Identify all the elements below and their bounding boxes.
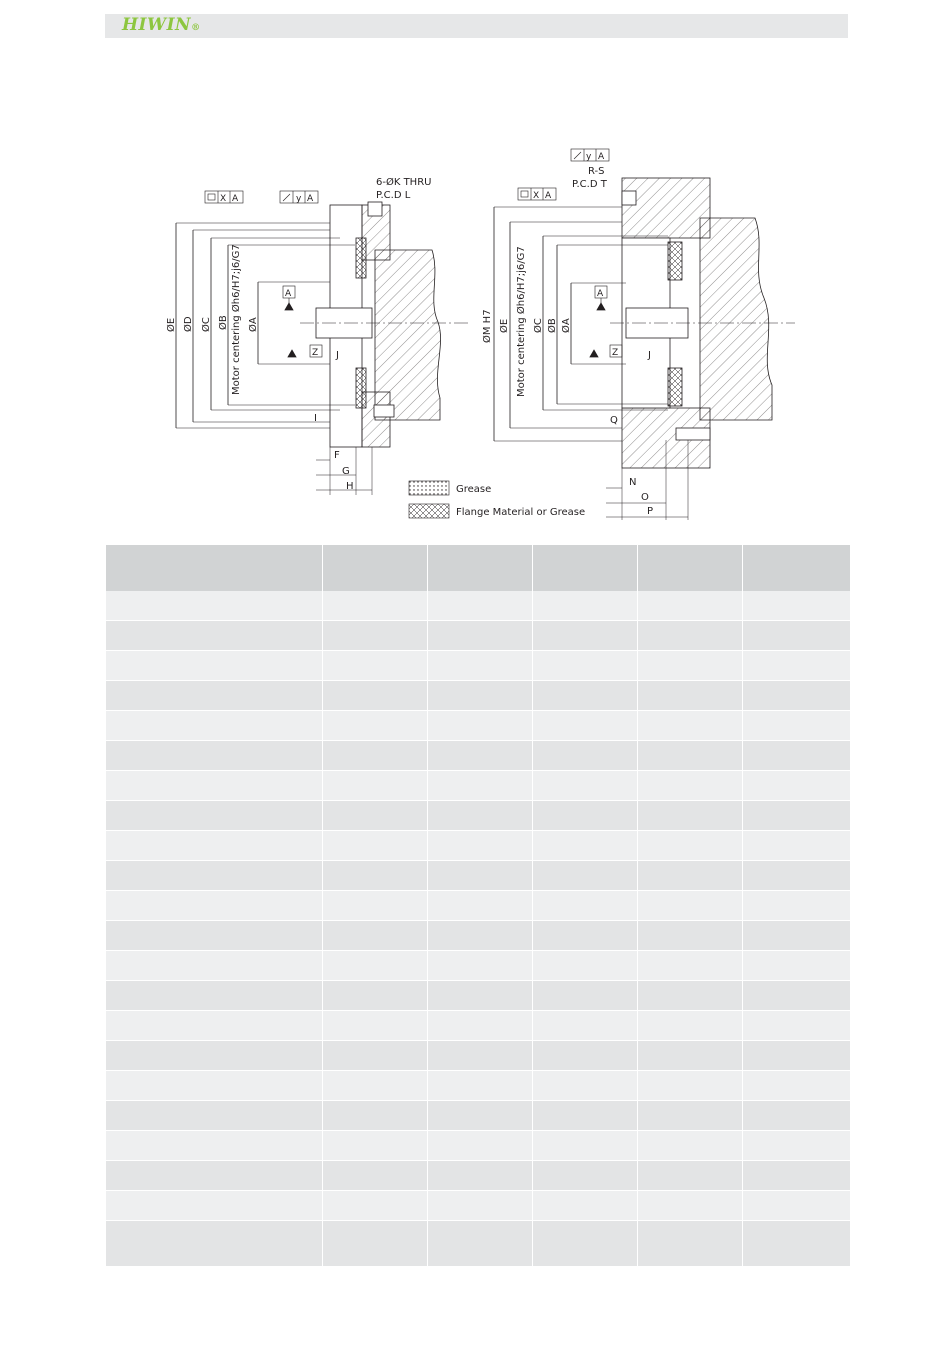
table-cell (743, 651, 850, 681)
hiwin-logo: HIWIN® (122, 15, 201, 35)
right-dim-o: O (641, 492, 649, 503)
table-cell (323, 771, 428, 801)
left-dia-e: ØE (166, 317, 177, 332)
table-cell (638, 651, 743, 681)
table-cell (323, 1011, 428, 1041)
table-cell (106, 1161, 323, 1191)
table-cell (323, 1191, 428, 1221)
right-drawing (494, 149, 795, 520)
table-cell (743, 1071, 850, 1101)
left-motor-label: Motor centering Øh6/H7;j6/G7 (231, 244, 242, 395)
left-pcd-note: P.C.D L (376, 190, 411, 201)
table-cell (533, 891, 638, 921)
legend-grease-label: Grease (456, 484, 492, 495)
table-cell (743, 591, 850, 621)
table-cell (743, 1161, 850, 1191)
table-cell (106, 861, 323, 891)
table-row (106, 1011, 850, 1041)
table-cell (428, 1221, 533, 1267)
table-cell (533, 1041, 638, 1071)
table-cell (428, 1011, 533, 1041)
table-row (106, 771, 850, 801)
table-cell (106, 801, 323, 831)
left-dim-g: G (342, 466, 350, 477)
table-cell (428, 981, 533, 1011)
left-dim-h: H (346, 481, 354, 492)
table-cell (533, 981, 638, 1011)
right-dim-p: P (647, 506, 654, 517)
table-cell (638, 1161, 743, 1191)
table-cell (323, 651, 428, 681)
left-dim-f: F (334, 450, 340, 461)
table-cell (743, 741, 850, 771)
table-cell (106, 1071, 323, 1101)
table-cell (428, 951, 533, 981)
table-cell (533, 771, 638, 801)
table-cell (428, 891, 533, 921)
table-row (106, 1131, 850, 1161)
table-cell (323, 1221, 428, 1267)
left-grease-pad-top (356, 238, 366, 278)
table-cell (323, 681, 428, 711)
table-row (106, 621, 850, 651)
table-cell (106, 711, 323, 741)
right-tol-flat-a: A (545, 191, 552, 201)
table-row (106, 981, 850, 1011)
table-cell (323, 1161, 428, 1191)
legend-grease-swatch (409, 481, 449, 495)
table-cell (638, 891, 743, 921)
table-cell (428, 711, 533, 741)
table-row (106, 1041, 850, 1071)
left-dim-j: J (336, 350, 339, 361)
left-dia-d: ØD (183, 316, 194, 332)
table-cell (743, 711, 850, 741)
table-row (106, 741, 850, 771)
left-dim-i: I (314, 413, 317, 424)
table-cell (428, 1071, 533, 1101)
table-cell (638, 1221, 743, 1267)
table-row (106, 1101, 850, 1131)
legend-flange-swatch (409, 504, 449, 518)
table-cell (533, 1131, 638, 1161)
table-cell (533, 921, 638, 951)
table-cell (638, 801, 743, 831)
table-row (106, 591, 850, 621)
table-row (106, 711, 850, 741)
table-cell (428, 1131, 533, 1161)
table-cell (428, 651, 533, 681)
left-dia-a: ØA (248, 317, 259, 332)
table-cell (106, 1101, 323, 1131)
table-row (106, 921, 850, 951)
table-cell (533, 1191, 638, 1221)
table-cell (533, 861, 638, 891)
right-tol-runout-y: y (586, 152, 592, 162)
table-cell (323, 831, 428, 861)
table-header-cell (106, 545, 323, 591)
table-cell (323, 621, 428, 651)
right-dia-e: ØE (499, 318, 510, 333)
left-dia-b: ØB (218, 315, 229, 330)
table-cell (428, 681, 533, 711)
table-cell (323, 801, 428, 831)
right-tol-runout-a: A (598, 152, 605, 162)
table-cell (323, 741, 428, 771)
table-cell (533, 1221, 638, 1267)
table-cell (638, 1011, 743, 1041)
table-row (106, 1071, 850, 1101)
spec-table (105, 545, 850, 1266)
table-cell (638, 951, 743, 981)
table-cell (106, 891, 323, 921)
table-cell (106, 651, 323, 681)
table-header-row (106, 545, 850, 591)
table-row (106, 861, 850, 891)
table-cell (323, 981, 428, 1011)
right-dia-m: ØM H7 (482, 309, 493, 343)
table-cell (106, 591, 323, 621)
table-cell (428, 1041, 533, 1071)
table-cell (106, 1221, 323, 1267)
table-cell (638, 1131, 743, 1161)
right-flange-body (622, 178, 710, 238)
table-cell (638, 681, 743, 711)
right-dia-c: ØC (533, 318, 544, 333)
table-cell (743, 951, 850, 981)
table-cell (106, 771, 323, 801)
table-header-cell (428, 545, 533, 591)
left-tol-flat-x: X (220, 194, 227, 204)
left-drawing (176, 191, 470, 495)
table-cell (323, 951, 428, 981)
legend (409, 481, 585, 518)
table-row (106, 1161, 850, 1191)
technical-drawing (0, 0, 950, 540)
table-cell (106, 981, 323, 1011)
left-tol-flat-a: A (232, 194, 239, 204)
right-pcd-note: P.C.D T (572, 179, 607, 190)
left-thru-note: 6-ØK THRU (376, 177, 432, 188)
table-cell (743, 921, 850, 951)
table-cell (533, 681, 638, 711)
right-dia-b: ØB (547, 318, 558, 333)
right-dia-a: ØA (561, 318, 572, 333)
table-cell (638, 741, 743, 771)
table-cell (428, 831, 533, 861)
right-motor-label: Motor centering Øh6/H7;j6/G7 (516, 246, 527, 397)
table-row (106, 951, 850, 981)
table-cell (533, 1011, 638, 1041)
table-cell (533, 651, 638, 681)
left-grease-pad-bottom (356, 368, 366, 408)
table-cell (323, 591, 428, 621)
table-cell (743, 981, 850, 1011)
table-row (106, 801, 850, 831)
table-cell (428, 1161, 533, 1191)
table-cell (323, 711, 428, 741)
table-cell (638, 621, 743, 651)
table-header-cell (323, 545, 428, 591)
table-header-cell (533, 545, 638, 591)
table-cell (638, 711, 743, 741)
table-cell (323, 1071, 428, 1101)
right-grease-pad-bottom (668, 368, 682, 406)
table-cell (323, 921, 428, 951)
table-cell (743, 1041, 850, 1071)
table-cell (743, 1011, 850, 1041)
table-cell (428, 771, 533, 801)
left-tol-runout-y: y (296, 194, 302, 204)
table-cell (533, 741, 638, 771)
table-cell (638, 591, 743, 621)
logo-text: HIWIN (122, 15, 192, 35)
table-cell (106, 951, 323, 981)
table-cell (743, 1131, 850, 1161)
table-cell (428, 801, 533, 831)
table-cell (428, 1101, 533, 1131)
table-cell (533, 831, 638, 861)
table-cell (323, 891, 428, 921)
table-cell (743, 801, 850, 831)
table-cell (106, 1011, 323, 1041)
table-cell (533, 1071, 638, 1101)
table-cell (428, 591, 533, 621)
right-dim-n: N (629, 477, 637, 488)
left-datum-a: A (285, 289, 292, 299)
table-cell (428, 741, 533, 771)
left-tol-runout-a: A (307, 194, 314, 204)
right-grease-pad-top (668, 242, 682, 280)
table-cell (106, 1191, 323, 1221)
table-row (106, 681, 850, 711)
legend-flange-label: Flange Material or Grease (456, 507, 586, 518)
table-cell (106, 1131, 323, 1161)
right-dim-j: J (648, 350, 651, 361)
table-cell (743, 1221, 850, 1267)
table-cell (743, 891, 850, 921)
table-cell (638, 831, 743, 861)
left-tol-z: Z (312, 348, 319, 358)
table-cell (533, 1161, 638, 1191)
table-cell (106, 921, 323, 951)
table-cell (638, 1071, 743, 1101)
table-cell (743, 1191, 850, 1221)
right-tol-flat-x: X (533, 191, 540, 201)
table-cell (743, 1101, 850, 1131)
table-cell (638, 921, 743, 951)
table-row (106, 1191, 850, 1221)
table-cell (428, 861, 533, 891)
table-cell (743, 681, 850, 711)
right-datum-a: A (597, 289, 604, 299)
table-cell (743, 831, 850, 861)
table-cell (106, 831, 323, 861)
right-tol-z: Z (612, 348, 619, 358)
left-dia-c: ØC (201, 317, 212, 332)
table-cell (106, 621, 323, 651)
table-row (106, 891, 850, 921)
table-cell (428, 921, 533, 951)
table-cell (428, 1191, 533, 1221)
table-cell (533, 1101, 638, 1131)
right-dim-q: Q (610, 415, 618, 426)
table-cell (323, 1131, 428, 1161)
table-cell (638, 861, 743, 891)
table-cell (428, 621, 533, 651)
right-rs-note: R-S (588, 166, 605, 177)
right-motor-body (700, 218, 772, 420)
table-cell (743, 621, 850, 651)
table-header-cell (743, 545, 850, 591)
table-cell (323, 861, 428, 891)
table-cell (323, 1041, 428, 1071)
table-cell (743, 861, 850, 891)
table-cell (533, 591, 638, 621)
table-cell (533, 621, 638, 651)
table-cell (533, 711, 638, 741)
table-cell (106, 741, 323, 771)
table-cell (106, 681, 323, 711)
table-cell (533, 801, 638, 831)
table-row (106, 651, 850, 681)
table-row (106, 1221, 850, 1267)
table-cell (323, 1101, 428, 1131)
table-cell (638, 1191, 743, 1221)
table-row (106, 831, 850, 861)
table-cell (638, 1041, 743, 1071)
table-cell (638, 771, 743, 801)
table-cell (106, 1041, 323, 1071)
table-cell (638, 981, 743, 1011)
table-cell (743, 771, 850, 801)
table-header-cell (638, 545, 743, 591)
table-cell (638, 1101, 743, 1131)
table-cell (533, 951, 638, 981)
